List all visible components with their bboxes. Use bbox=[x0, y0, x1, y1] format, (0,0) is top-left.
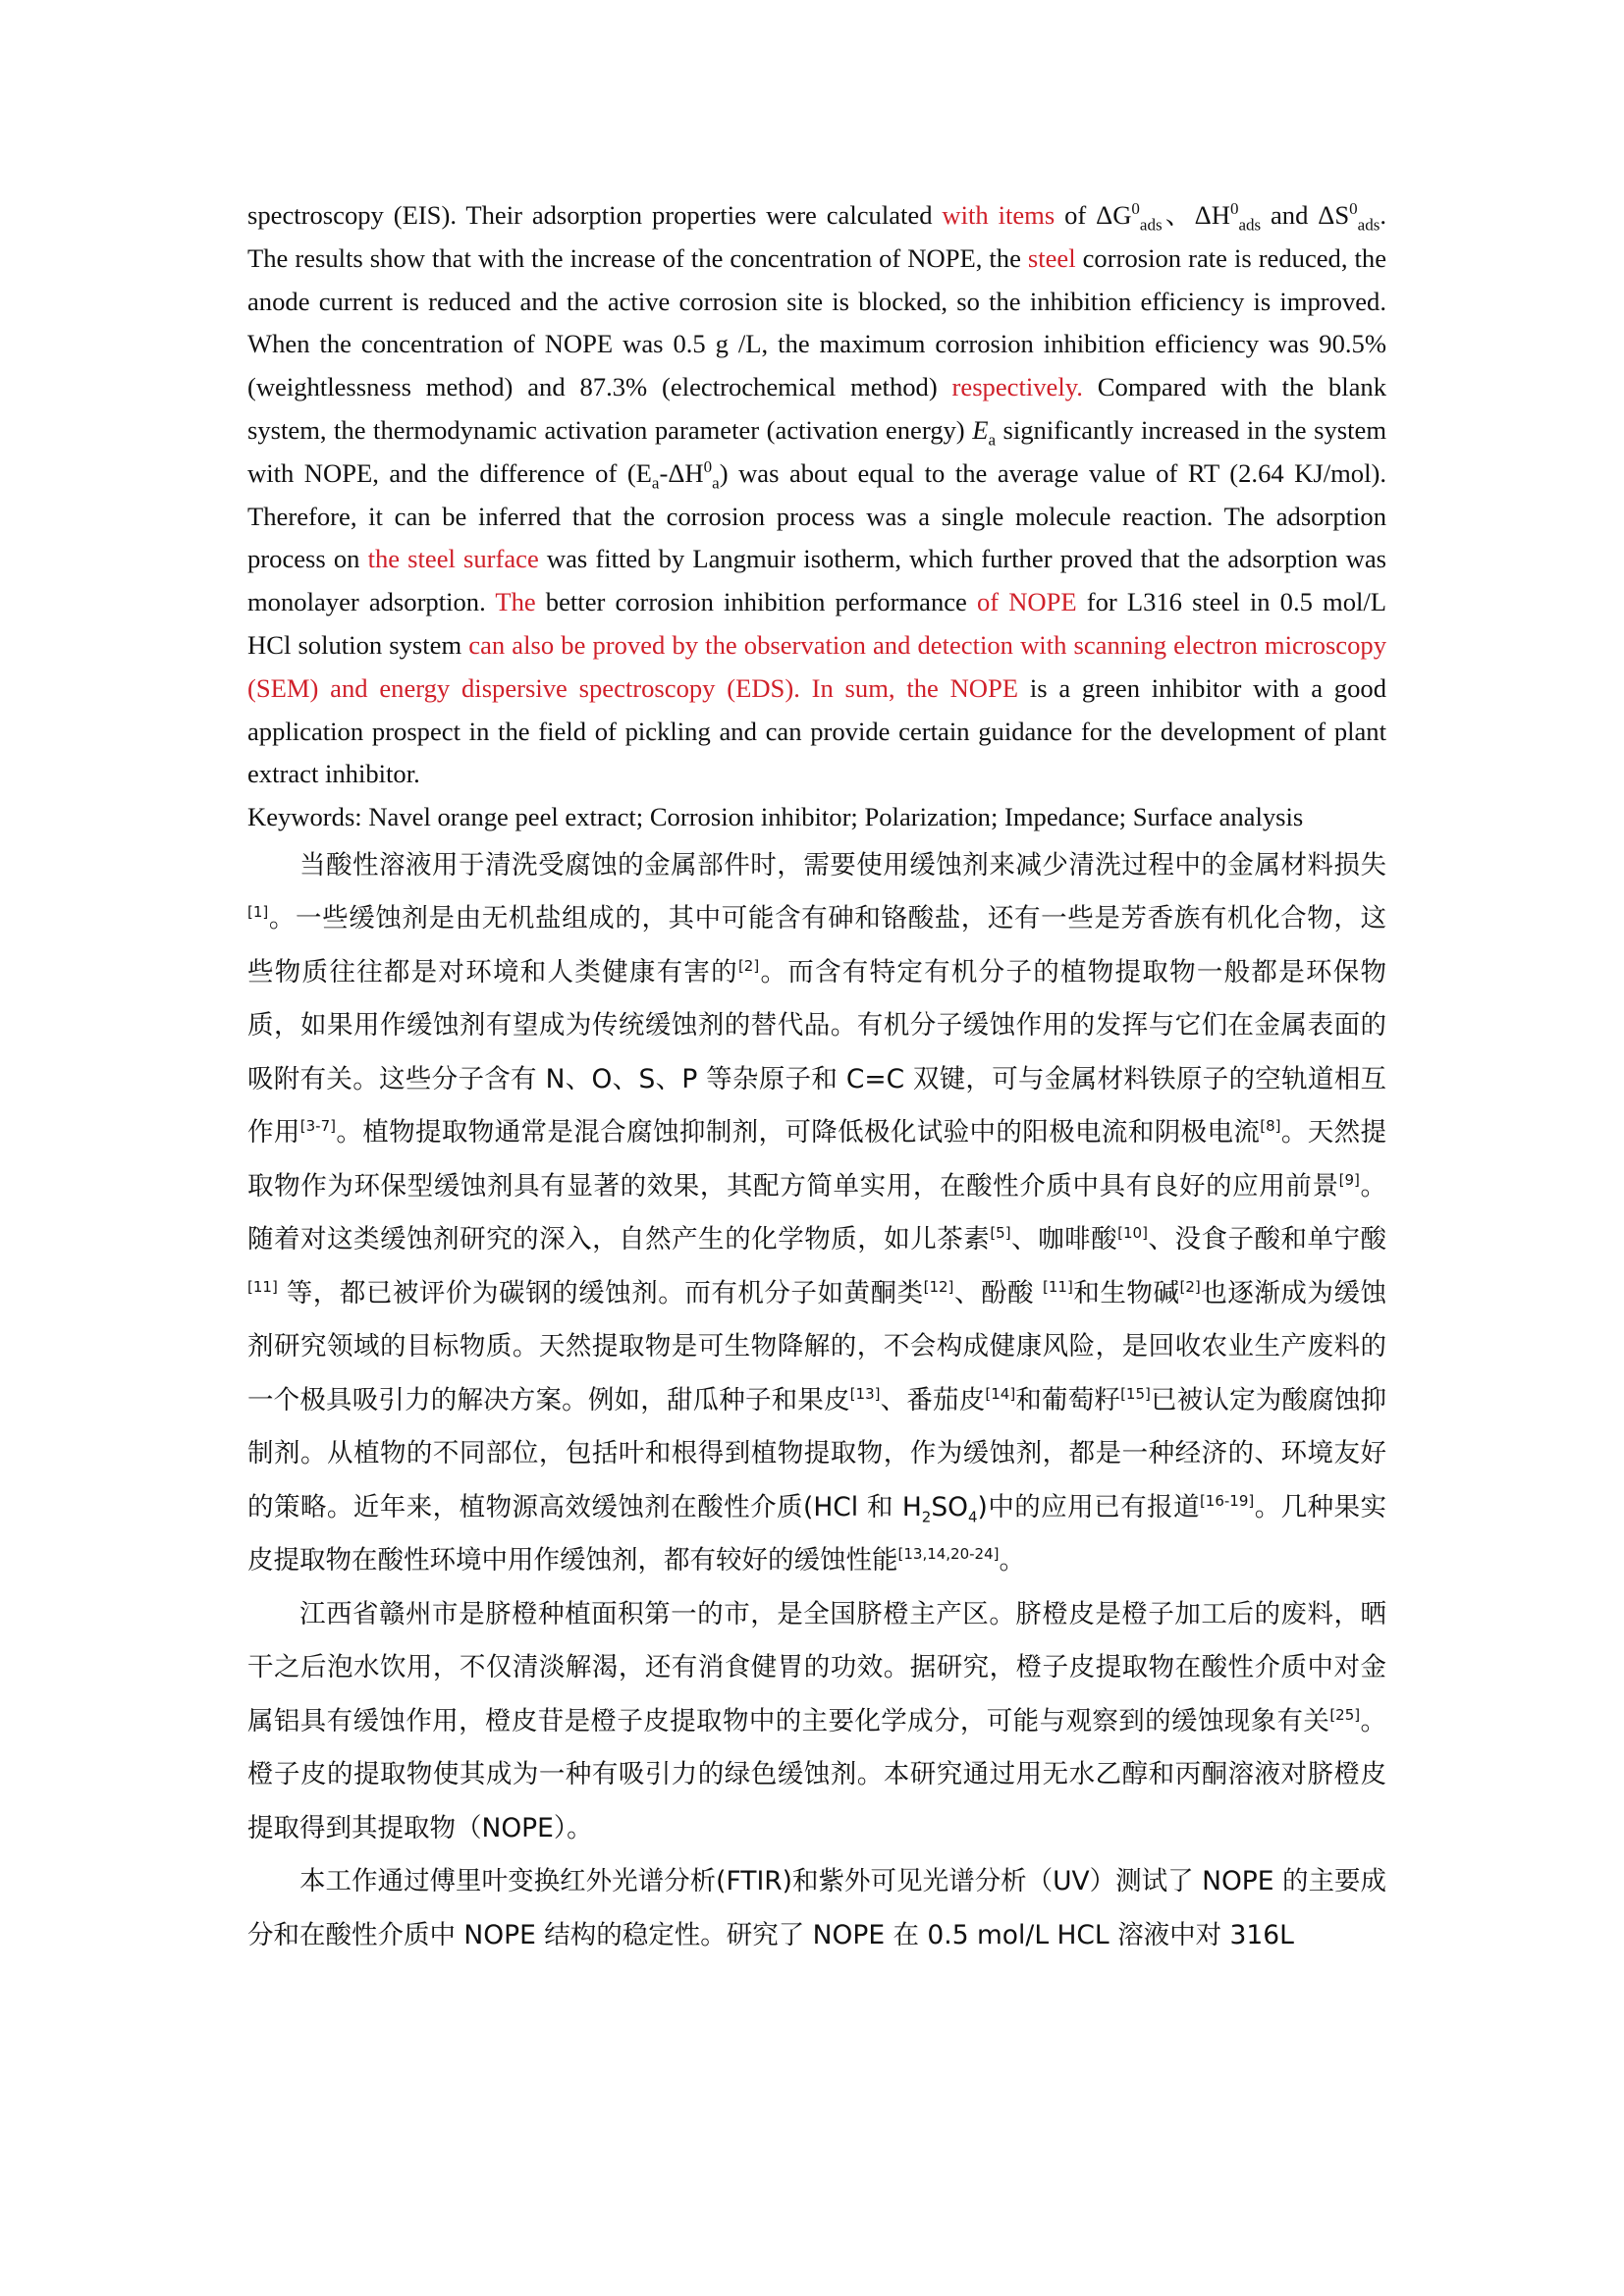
citation: [25] bbox=[1329, 1706, 1361, 1725]
revision-highlight: of NOPE bbox=[976, 587, 1077, 617]
citation: [5] bbox=[990, 1224, 1011, 1243]
citation: [3-7] bbox=[299, 1117, 336, 1136]
body-paragraph-3: 本工作通过傅里叶变换红外光谱分析(FTIR)和紫外可见光谱分析（UV）测试了 NOPE 的主要成分和在酸性介质中 NOPE 结构的稳定性。研究了 NOPE 在 0.5 mol/L HCL 溶液中对 316L bbox=[247, 1866, 1386, 1950]
body-paragraph-2: 江西省赣州市是脐橙种植面积第一的市，是全国脐橙主产区。脐橙皮是橙子加工后的废料，晒干之后泡水饮用，不仅清淡解渴，还有消食健胃的功效。据研究，橙子皮提取物在酸性介质中对金属铝具有缓蚀作用，橙皮苷是橙子皮提取物中的主要化学成分，可能与观察到的缓蚀现象有关[25]。橙子皮的提取物使其成为一种有吸引力的绿色缓蚀剂。本研究通过用无水乙醇和丙酮溶液对脐橙皮提取得到其提取物（NOPE）。 bbox=[247, 1598, 1387, 1843]
citation: [11] bbox=[1043, 1278, 1073, 1297]
citation: [13,14,20-24] bbox=[897, 1545, 1000, 1564]
citation: [9] bbox=[1338, 1171, 1360, 1190]
citation: [8] bbox=[1260, 1117, 1281, 1136]
citation: [13] bbox=[849, 1385, 881, 1404]
citation: [12] bbox=[923, 1278, 954, 1297]
revision-highlight: can also be proved by the observation and detection with scanning electron microscopy (SEM) and energy dispersive spectroscopy (EDS). In sum, the NOPE bbox=[247, 629, 1386, 703]
keywords-line: Keywords: Navel orange peel extract; Corrosion inhibitor; Polarization; Impedance; Surface analysis bbox=[247, 802, 1304, 832]
abstract-paragraph: spectroscopy (EIS). Their adsorption properties were calculated with items of $\Delta G^0_{ads}$、$\Delta H^0_{ads}$ and $\Delta S^0_{ads}$. The results show that with the increase of the concentration of NOPE, the steel corrosion rate is reduced, the anode current is reduced and the active corrosion site is blocked, so the inhibition efficiency is improved. When the concentration of NOPE was 0.5 g /L, the maximum corrosion inhibition efficiency was 90.5% (weightlessness method) and 87.3% (electrochemical method) respectively. Compared with the blank system, the thermodynamic activation parameter (activation energy) $E_a$ significantly increased in the system with NOPE, and the difference of $(E_a-\Delta H^0_a)$ was about equal to the average value of RT (2.64 KJ/mol). Therefore, it can be inferred that the corrosion process was a single molecule reaction. The adsorption process on the steel surface was fitted by Langmuir isotherm, which further proved that the adsorption was monolayer adsorption. The better corrosion inhibition performance of NOPE for L316 steel in 0.5 mol/L HCl solution system can also be proved by the observation and detection with scanning electron microscopy (SEM) and energy dispersive spectroscopy (EDS). In sum, the NOPE is a green inhibitor with a good application prospect in the field of pickling and can provide certain guidance for the development of plant extract inhibitor. bbox=[247, 199, 1387, 789]
revision-highlight: respectively. bbox=[951, 372, 1083, 402]
citation: [14] bbox=[985, 1385, 1016, 1404]
citation: [10] bbox=[1117, 1224, 1148, 1243]
page-content bbox=[247, 194, 1386, 1962]
revision-highlight: steel bbox=[1027, 242, 1076, 273]
citation: [2] bbox=[1179, 1278, 1201, 1297]
citation: [11] bbox=[247, 1278, 278, 1297]
revision-highlight: The bbox=[495, 587, 536, 617]
citation: [2] bbox=[737, 957, 760, 976]
citation: [15] bbox=[1120, 1385, 1151, 1404]
citation: [1] bbox=[247, 903, 269, 922]
revision-highlight: with items bbox=[942, 200, 1056, 230]
body-paragraph-1: 当酸性溶液用于清洗受腐蚀的金属部件时，需要使用缓蚀剂来减少清洗过程中的金属材料损失[1]。一些缓蚀剂是由无机盐组成的，其中可能含有砷和铬酸盐，还有一些是芳香族有机化合物，这些物质往往都是对环境和人类健康有害的[2]。而含有特定有机分子的植物提取物一般都是环保物质，如果用作缓蚀剂有望成为传统缓蚀剂的替代品。有机分子缓蚀作用的发挥与它们在金属表面的吸附有关。这些分子含有 N、O、S、P 等杂原子和 C=C 双键，可与金属材料铁原子的空轨道相互作用[3-7]。植物提取物通常是混合腐蚀抑制剂，可降低极化试验中的阳极电流和阴极电流[8]。天然提取物作为环保型缓蚀剂具有显著的效果，其配方简单实用，在酸性介质中具有良好的应用前景[9]。随着对这类缓蚀剂研究的深入，自然产生的化学物质，如儿茶素[5]、咖啡酸[10]、没食子酸和单宁酸[11] 等，都已被评价为碳钢的缓蚀剂。而有机分子如黄酮类[12]、酚酸 [11]和生物碱[2]也逐渐成为缓蚀剂研究领域的目标物质。天然提取物是可生物降解的，不会构成健康风险，是回收农业生产废料的一个极具吸引力的解决方案。例如，甜瓜种子和果皮[13]、番茄皮[14]和葡萄籽[15]已被认定为酸腐蚀抑制剂。从植物的不同部位，包括叶和根得到植物提取物，作为缓蚀剂，都是一种经济的、环境友好的策略。近年来，植物源高效缓蚀剂在酸性介质(HCl 和 $H_2SO_4$)中的应用已有报道[16-19]。几种果实皮提取物在酸性环境中用作缓蚀剂，都有较好的缓蚀性能[13,14,20-24]。 bbox=[247, 849, 1387, 1576]
revision-highlight: the steel surface bbox=[367, 544, 539, 574]
citation: [16-19] bbox=[1199, 1492, 1255, 1511]
